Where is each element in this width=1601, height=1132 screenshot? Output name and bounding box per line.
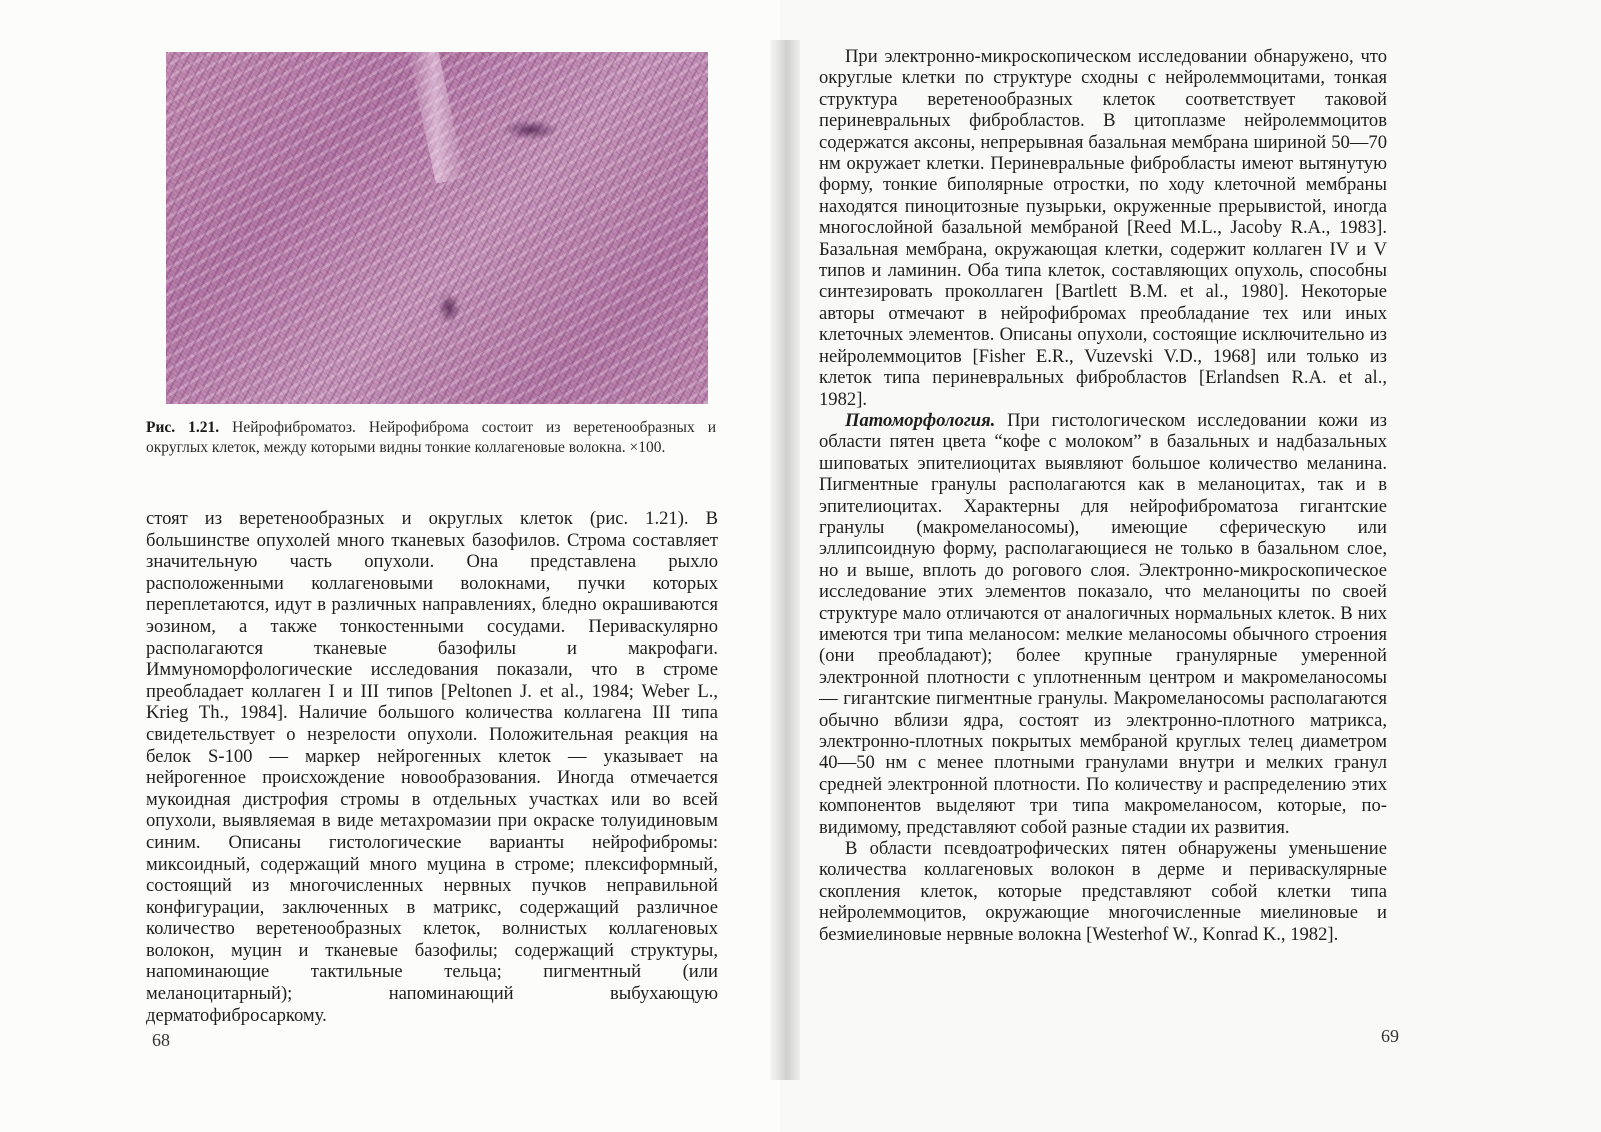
figure-caption xyxy=(146,418,716,458)
right-paragraph-2 xyxy=(819,410,1387,838)
right-paragraph-1: При электронно-микроскопическом исследовании обнаружено, что округлые клетки по структуре сходны с нейролеммоцитами, тонкая структура веретенообразных клеток соответствует таковой периневральных фибробластов. В цитоплазме нейролеммоцитов содержатся аксоны, непрерывная базальная мембрана шириной 50—70 нм окружает клетки. Периневральные фибробласты имеют вытянутую форму, тонкие биполярные отростки, по ходу клеточной мембраны находятся пиноцитозные пузырьки, окруженные прерывистой, иногда многослойной базальной мембраной [Reed M.L., Jacoby R.A., 1983]. Базальная мембрана, окружающая клетки, содержит коллаген IV и V типов и ламинин. Оба типа клеток, составляющих опухоль, способны синтезировать проколлаген [Bartlett B.M. et al., 1980]. Некоторые авторы отмечают в нейрофибромах преобладание тех или иных клеточных элементов. Описаны опухоли, состоящие исключительно из нейролеммоцитов [Fisher E.R., Vuzevski V.D., 1968] или только из клеток типа периневральных фибробластов [Erlandsen R.A. et al., 1982]. xyxy=(819,46,1387,410)
figure-caption-text: Нейрофиброматоз. Нейрофиброма состоит из веретенообразных и округлых клеток, между которыми видны тонкие коллагеновые волокна. ×100. xyxy=(146,419,716,456)
right-body-text xyxy=(819,46,1387,945)
section-heading-pathomorphology: Патоморфология. xyxy=(845,409,996,431)
right-paragraph-3: В области псевдоатрофических пятен обнаружены уменьшение количества коллагеновых волокон в дерме и периваскулярные скопления клеток, которые представляют собой клетки типа нейролеммоцитов, окружающие многочисленные миелиновые и безмиелиновые нервные волокна [Westerhof W., Konrad K., 1982]. xyxy=(819,838,1387,945)
right-paragraph-2-text: При гистологическом исследовании кожи из области пятен цвета “кофе с молоком” в базальных и надбазальных шиповатых эпителиоцитах выявляют большое количество меланина. Пигментные гранулы располагаются как в меланоцитах, так и в эпителиоцитах. Характерны для нейрофиброматоза гигантские гранулы (макромеланосомы), имеющие сферическую или эллипсоидную форму, располагающиеся не только в базальном слое, но и выше, вплоть до рогового слоя. Электронно-микроскопическое исследование этих элементов показало, что меланоциты по своей структуре мало отличаются от аналогичных нормальных клеток. В них имеются три типа меланосом: мелкие меланосомы обычного строения (они преобладают); более крупные гранулярные умеренной электронной плотности с уплотненным центром и макромеланосомы — гигантские пигментные гранулы. Макромеланосомы располагаются обычно вблизи ядра, состоят из электронно-плотного матрикса, электронно-плотных покрытых мембраной круглых телец диаметром 40—50 нм с менее плотными гранулами внутри и мелких гранул средней электронной плотности. По количеству и распределению этих компонентов выделяют три типа макромеланосом, которые, по-видимому, представляют собой разные стадии их развития. xyxy=(819,409,1387,838)
left-body-text xyxy=(146,508,718,1026)
page-number-left: 68 xyxy=(152,1030,170,1050)
figure-label: Рис. 1.21. xyxy=(146,419,220,436)
left-paragraph: стоят из веретенообразных и округлых клеток (рис. 1.21). В большинстве опухолей много тканевых базофилов. Строма составляет значительную часть опухоли. Она представлена рыхло расположенными коллагеновыми волокнами, пучки которых переплетаются, идут в различных направлениях, бледно окрашиваются эозином, а также тонкостенными сосудами. Периваскулярно располагаются тканевые базофилы и макрофаги. Иммуноморфологические исследования показали, что в строме преобладает коллаген I и III типов [Peltonen J. et al., 1984; Weber L., Krieg Th., 1984]. Наличие большого количества коллагена III типа свидетельствует о незрелости опухоли. Положительная реакция на белок S-100 — маркер нейрогенных клеток — указывает на нейрогенное происхождение новообразования. Иногда отмечается мукоидная дистрофия стромы в отдельных участках или во всей опухоли, выявляемая в виде метахромазии при окраске толуидиновым синим. Описаны гистологические варианты нейрофибромы: миксоидный, содержащий много муцина в строме; плексиформный, состоящий из многочисленных нервных пучков неправильной конфигурации, заключенных в матрикс, содержащий различное количество веретенообразных клеток, волнистых коллагеновых волокон, муцин и тканевые базофилы; содержащий структуры, напоминающие тактильные тельца; пигментный (или меланоцитарный); напоминающий выбухающую дерматофибросаркому. xyxy=(146,508,718,1026)
left-page xyxy=(0,0,780,1132)
page-number-right: 69 xyxy=(1381,1026,1399,1046)
book-gutter xyxy=(770,40,800,1080)
histology-micrograph xyxy=(166,52,708,404)
